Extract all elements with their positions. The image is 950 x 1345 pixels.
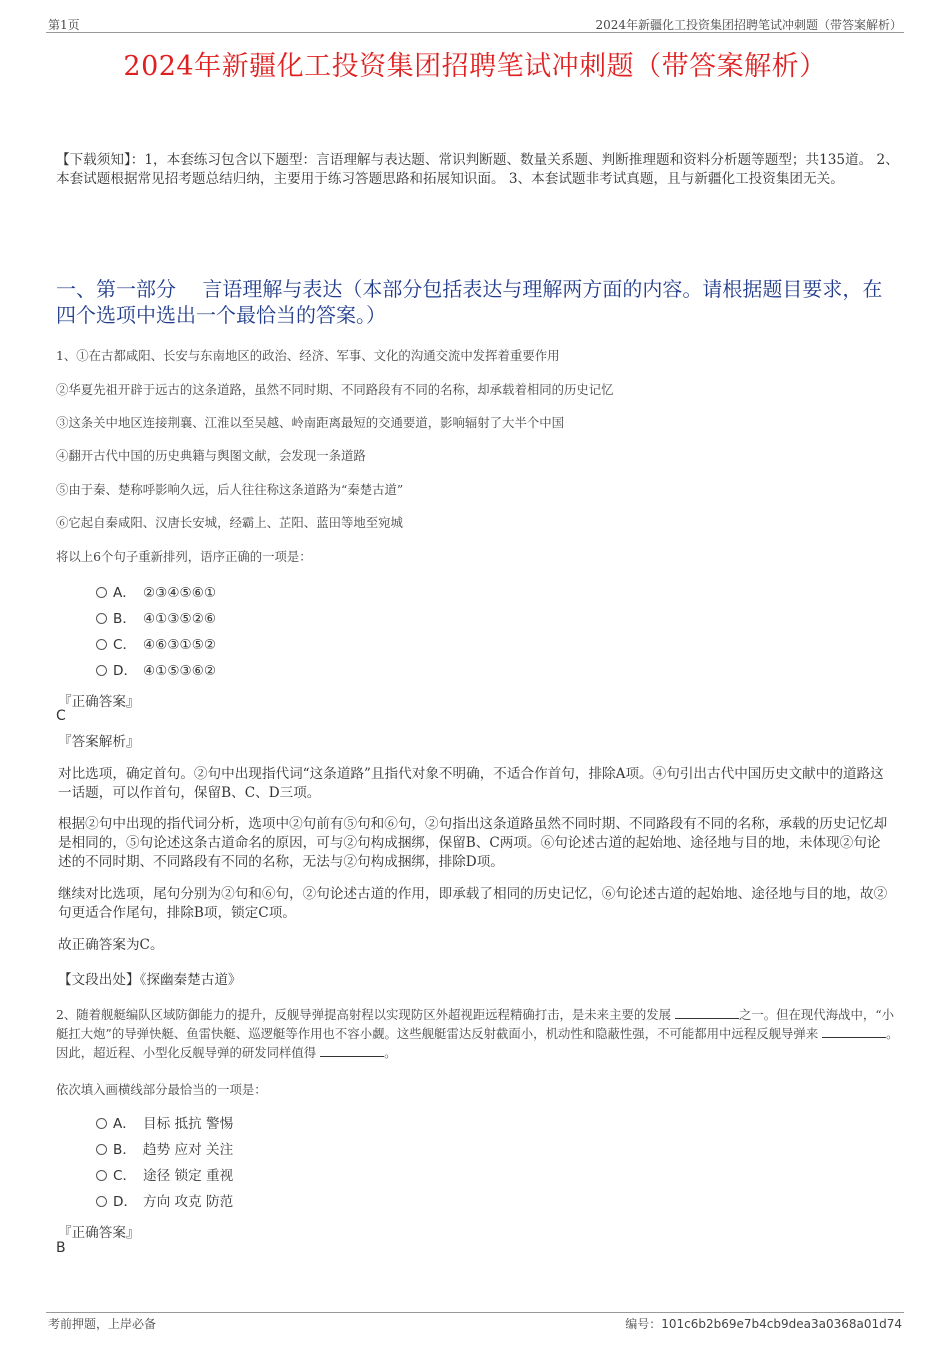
fill-blank-2 <box>822 1025 886 1038</box>
radio-icon[interactable] <box>96 587 107 598</box>
q1-source: 【文段出处】《探幽秦楚古道》 <box>58 972 242 988</box>
option-text: 方向 攻克 防范 <box>143 1194 234 1210</box>
q2-option-d[interactable] <box>96 1192 233 1212</box>
footer-code-label: 编号： <box>625 1317 662 1331</box>
q1-sentence-6: ⑥它起自秦咸阳、汉唐长安城，经霸上、芷阳、蓝田等地至宛城 <box>56 515 403 530</box>
fill-blank-1 <box>675 1006 739 1019</box>
q1-prompt: 将以上6个句子重新排列，语序正确的一项是： <box>56 549 312 564</box>
q2-stem <box>56 1005 902 1062</box>
option-text: ④⑥③①⑤② <box>143 637 217 653</box>
q1-analysis-label: 『答案解析』 <box>58 734 140 750</box>
radio-icon[interactable] <box>96 1118 107 1129</box>
q2-prompt: 依次填入画横线部分最恰当的一项是： <box>56 1082 267 1097</box>
q1-sentence-4: ④翻开古代中国的历史典籍与舆图文献，会发现一条道路 <box>56 448 366 463</box>
radio-icon[interactable] <box>96 1170 107 1181</box>
q1-sentence-2: ②华夏先祖开辟于远古的这条道路，虽然不同时期、不同路段有不同的名称，却承载着相同的历史记忆 <box>56 382 614 397</box>
option-letter: B． <box>113 1142 136 1158</box>
q1-option-c[interactable] <box>96 635 216 655</box>
option-letter: D． <box>113 663 138 679</box>
option-text: 趋势 应对 关注 <box>143 1142 234 1158</box>
q1-sentence-3: ③这条关中地区连接荆襄、江淮以至吴越、岭南距离最短的交通要道，影响辐射了大半个中国 <box>56 415 565 430</box>
fill-blank-3 <box>320 1044 384 1057</box>
header-doc-title: 2024年新疆化工投资集团招聘笔试冲刺题（带答案解析） <box>595 18 902 32</box>
option-letter: B． <box>113 611 136 627</box>
q2-answer-label: 『正确答案』 <box>58 1225 140 1241</box>
radio-icon[interactable] <box>96 1144 107 1155</box>
option-letter: C． <box>113 1168 137 1184</box>
q1-option-d[interactable] <box>96 661 216 681</box>
q1-analysis-para-2: 根据②句中出现的指代词分析，选项中②句前有⑤句和⑥句，②句指出这条道路虽然不同时期、不同路段有不同的名称，承载的历史记忆却是相同的，⑤句论述这条古道命名的原因，可与②句构成捆绑，保留B、C两项。⑥句论述古道的起始地、途径地与目的地，未体现②句论述的不同时期、不同路段有不同的名称，无法与②句构成捆绑，排除D项。 <box>58 816 888 870</box>
q1-option-a[interactable] <box>96 583 216 603</box>
q1-analysis-para-1: 对比选项，确定首句。②句中出现指代词“这条道路”且指代对象不明确，不适合作首句，排除A项。④句引出古代中国历史文献中的道路这一话题，可以作首句，保留B、C、D三项。 <box>58 766 884 801</box>
option-text: ②③④⑤⑥① <box>143 585 217 601</box>
q1-analysis-para-3: 继续对比选项，尾句分别为②句和⑥句，②句论述古道的作用，即承载了相同的历史记忆，⑥句论述古道的起始地、途径地与目的地，故②句更适合作尾句，排除B项，锁定C项。 <box>58 886 888 921</box>
q1-analysis-para-4: 故正确答案为C。 <box>58 937 164 953</box>
page-number: 第1页 <box>48 18 80 32</box>
q2-stem-part-1: 2、随着舰艇编队区域防御能力的提升，反舰导弹提高射程以实现防区外超视距远程精确打击，是未来主要的发展 <box>56 1007 675 1022</box>
q2-answer: B <box>56 1240 66 1256</box>
page-header <box>46 14 904 33</box>
footer-code <box>625 1315 902 1332</box>
footer-slogan: 考前押题，上岸必备 <box>48 1317 157 1331</box>
q2-stem-part-4: 。 <box>384 1045 397 1060</box>
footer-divider <box>46 1312 904 1313</box>
option-text: 途径 锁定 重视 <box>143 1168 234 1184</box>
option-letter: A． <box>113 1116 136 1132</box>
q1-answer-label: 『正确答案』 <box>58 694 140 710</box>
section-heading: 一、第一部分 言语理解与表达（本部分包括表达与理解两方面的内容。请根据题目要求，在四个选项中选出一个最恰当的答案。） <box>56 277 883 327</box>
q2-option-c[interactable] <box>96 1166 233 1186</box>
q1-sentence-5: ⑤由于秦、楚称呼影响久远，后人往往称这条道路为“秦楚古道” <box>56 482 404 497</box>
q2-stem-part-3: 。因此，超近程、小型化反舰导弹的研发同样值得 <box>56 1026 899 1060</box>
q2-option-b[interactable] <box>96 1140 233 1160</box>
q1-sentence-1: 1、①在古都咸阳、长安与东南地区的政治、经济、军事、文化的沟通交流中发挥着重要作用 <box>56 348 560 363</box>
radio-icon[interactable] <box>96 1196 107 1207</box>
option-letter: C． <box>113 637 137 653</box>
option-letter: A． <box>113 585 136 601</box>
option-text: ④①③⑤②⑥ <box>143 611 217 627</box>
q2-stem-part-2: 之一。但在现代海战中，“小艇扛大炮”的导弹快艇、鱼雷快艇、巡逻艇等作用也不容小觑。这些舰艇雷达反射截面小，机动性和隐蔽性强，不可能都用中远程反舰导弹来 <box>56 1007 894 1041</box>
option-text: 目标 抵抗 警惕 <box>143 1116 234 1132</box>
option-text: ④①⑤③⑥② <box>143 663 217 679</box>
option-letter: D． <box>113 1194 138 1210</box>
radio-icon[interactable] <box>96 613 107 624</box>
radio-icon[interactable] <box>96 665 107 676</box>
radio-icon[interactable] <box>96 639 107 650</box>
q2-option-a[interactable] <box>96 1114 233 1134</box>
download-notice: 【下载须知】：1，本套练习包含以下题型：言语理解与表达题、常识判断题、数量关系题、判断推理题和资料分析题等题型；共135道。 2、本套试题根据常见招考题总结归纳，主要用于练习答题思路和拓展知识面。 3、本套试题非考试真题，且与新疆化工投资集团无关。 <box>56 152 899 187</box>
footer-code-value: 101c6b2b69e7b4cb9dea3a0368a01d74 <box>661 1317 902 1331</box>
document-title: 2024年新疆化工投资集团招聘笔试冲刺题（带答案解析） <box>123 51 827 82</box>
q1-option-b[interactable] <box>96 609 216 629</box>
q1-answer: C <box>56 708 66 724</box>
